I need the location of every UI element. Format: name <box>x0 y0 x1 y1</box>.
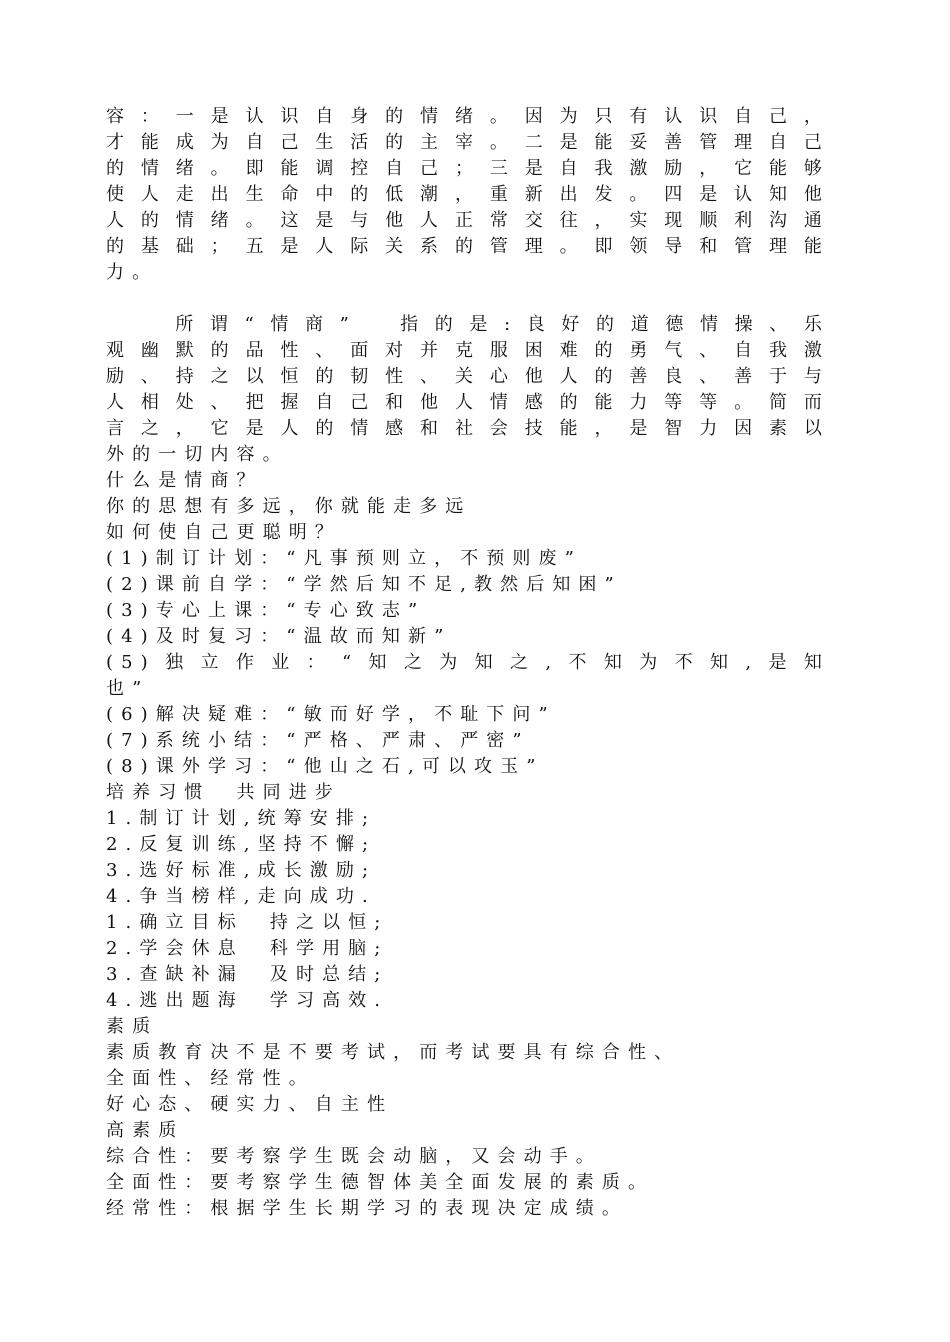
paragraph-gap <box>106 286 866 312</box>
method-item-continuation: 也” <box>106 678 150 699</box>
list-item: 4.争当榜样,走向成功. <box>106 886 376 907</box>
text-line: 励、持之以恒的韧性、关心他人的善良、善于与 <box>106 366 830 387</box>
list-item: 4.逃出题海 学习高效. <box>106 990 389 1011</box>
text-line: 力。 <box>106 262 159 283</box>
heading-quality: 素质 <box>106 1016 159 1037</box>
text-line: 全面性、经常性。 <box>106 1068 315 1089</box>
text-line: 好心态、硬实力、自主性 <box>106 1094 394 1115</box>
list-item: 1.制订计划,统筹安排; <box>106 808 377 829</box>
text-line: 所谓“情商” 指的是:良好的道德情操、乐 <box>106 314 830 335</box>
intro-paragraph <box>106 104 866 286</box>
list-item: 1.确立目标 持之以恒; <box>106 912 389 933</box>
text-line: 使人走出生命中的低潮，重新出发。四是认知他 <box>106 184 830 205</box>
text-line: 人相处、把握自己和他人情感的能力等等。简而 <box>106 392 830 413</box>
text-line: 外的一切内容。 <box>106 444 289 465</box>
method-item: (6)解决疑难：“敏而好学，不耻下问” <box>106 704 556 725</box>
text-line: 经常性：根据学生长期学习的表现决定成绩。 <box>106 1198 628 1219</box>
heading-how-to-be-smarter: 如何使自己更聪明？ <box>106 522 341 543</box>
heading-what-is-eq: 什么是情商？ <box>106 470 263 491</box>
text-line: 你的思想有多远，你就能走多远 <box>106 496 472 517</box>
method-item: (2)课前自学：“学然后知不足,教然后知困” <box>106 574 622 595</box>
text-line: 全面性：要考察学生德智体美全面发展的素质。 <box>106 1172 655 1193</box>
definition-paragraph <box>106 312 866 468</box>
method-item: (1)制订计划：“凡事预则立，不预则废” <box>106 548 582 569</box>
text-line: 的情绪。即能调控自己；三是自我激励，它能够 <box>106 158 830 179</box>
list-item: 3.选好标准,成长激励; <box>106 860 377 881</box>
text-line: 人的情绪。这是与他人正常交往，实现顺利沟通 <box>106 210 830 231</box>
method-item: (3)专心上课：“专心致志” <box>106 600 426 621</box>
body-lines <box>106 468 866 1222</box>
text-line: 的基础；五是人际关系的管理。即领导和管理能 <box>106 236 830 257</box>
method-item: (4)及时复习：“温故而知新” <box>106 626 452 647</box>
text-line: 素质教育决不是不要考试，而考试要具有综合性、 <box>106 1042 681 1063</box>
list-item: 2.学会休息 科学用脑; <box>106 938 389 959</box>
text-line: 言之，它是人的情感和社会技能，是智力因素以 <box>106 418 830 439</box>
list-item: 3.查缺补漏 及时总结; <box>106 964 389 985</box>
text-line: 才能成为自己生活的主宰。二是能妥善管理自己 <box>106 132 830 153</box>
method-item: (7)系统小结：“严格、严肃、严密” <box>106 730 530 751</box>
method-item: (5)独立作业：“知之为知之,不知为不知,是知 <box>106 652 830 673</box>
heading-habits: 培养习惯 共同进步 <box>106 782 341 803</box>
list-item: 2.反复训练,坚持不懈; <box>106 834 377 855</box>
heading-high-quality: 高素质 <box>106 1120 185 1141</box>
text-line: 观幽默的品性、面对并克服困难的勇气、自我激 <box>106 340 830 361</box>
text-line: 容：一是认识自身的情绪。因为只有认识自己， <box>106 106 830 127</box>
text-line: 综合性：要考察学生既会动脑，又会动手。 <box>106 1146 602 1167</box>
document-page <box>106 104 866 1222</box>
method-item: (8)课外学习：“他山之石,可以攻玉” <box>106 756 544 777</box>
